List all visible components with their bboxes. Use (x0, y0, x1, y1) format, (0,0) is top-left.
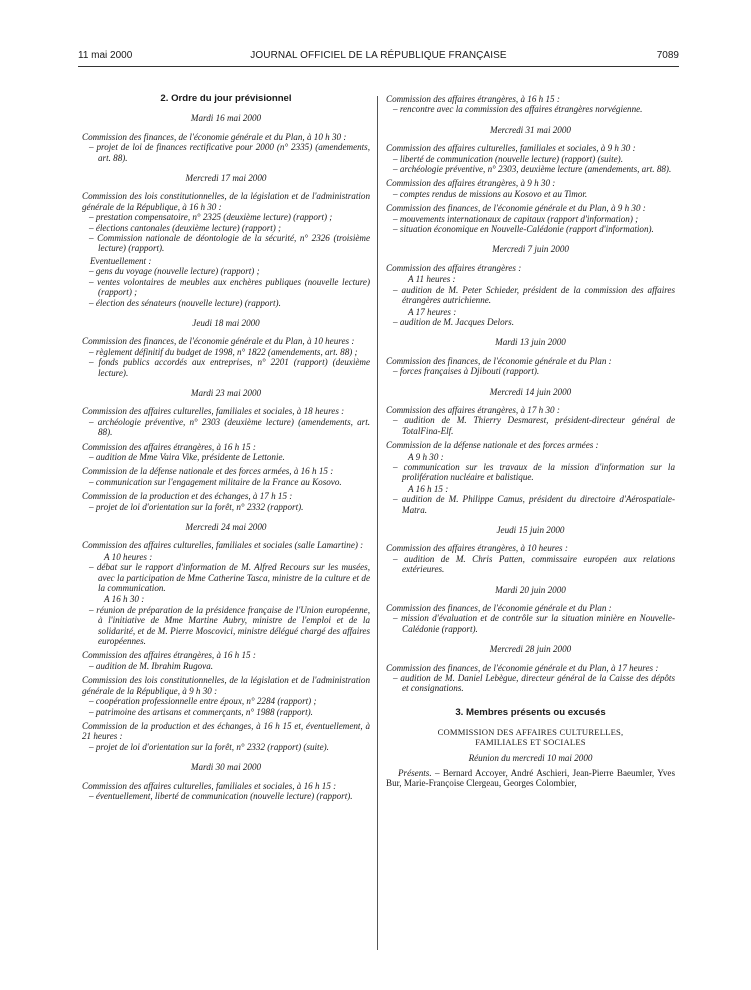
page-number: 7089 (656, 50, 679, 61)
left-column (82, 94, 370, 801)
right-column (386, 94, 675, 789)
journal-title: JOURNAL OFFICIEL DE LA RÉPUBLIQUE FRANÇAISE (250, 50, 507, 61)
date-heading: Mardi 16 mai 2000 (190, 113, 262, 124)
commission-heading: Commission de la production et des échanges, à 16 h 15 et, éventuellement, à 21 heures : (82, 720, 370, 742)
header-date: 11 mai 2000 (78, 50, 133, 61)
agenda-item: – audition de M. Peter Schieder, président de la commission des affaires étrangères autrichienne. (393, 284, 675, 306)
time-subheading: A 16 h 15 : (408, 483, 449, 494)
agenda-item: – mission d'évaluation et de contrôle sur la situation minière en Nouvelle-Calédonie (rapport). (393, 613, 675, 634)
agenda-item: – réunion de préparation de la présidence française de l'Union européenne, à l'initiative de Mme Martine Aubry, ministre de l'emploi et de la solidarité, et de M. Pierre Moscovici, ministre délégué chargé des affaires européennes. (89, 604, 370, 647)
commission-heading: Commission des affaires culturelles, familiales et sociales, à 18 heures : (82, 406, 345, 417)
time-subheading: A 17 heures : (408, 306, 457, 317)
agenda-item: – élections cantonales (deuxième lecture) (rapport) ; (89, 222, 282, 233)
agenda-item: – communication sur les travaux de la mission d'information sur la prolifération nucléaire et balistique. (393, 461, 675, 483)
page-header (78, 50, 679, 64)
agenda-item: – mouvements internationaux de capitaux (rapport d'information) ; (393, 213, 639, 224)
commission-heading: Commission des affaires étrangères, à 9 h 30 : (386, 178, 556, 189)
agenda-item: – audition de Mme Vaira Vike, présidente de Lettonie. (89, 451, 285, 462)
agenda-item: – patrimoine des artisans et commerçants, n° 1988 (rapport). (89, 706, 313, 717)
members-present (386, 768, 675, 789)
section-title-agenda: 2. Ordre du jour prévisionnel (160, 93, 292, 104)
presents-list: – Bernard Accoyer, André Aschieri, Jean-Pierre Baeumler, Yves Bur, Marie-Françoise Clergeau, Georges Colombier, (386, 767, 675, 789)
commission-heading: Commission des finances, de l'économie générale et du Plan, à 9 h 30 : (386, 203, 646, 214)
agenda-item: – audition de M. Philippe Camus, président du directoire d'Aérospatiale-Matra. (393, 494, 675, 515)
commission-heading: Commission des affaires étrangères, à 16 h 15 : (386, 94, 560, 104)
agenda-item: – projet de loi d'orientation sur la forêt, n° 2332 (rapport). (89, 501, 304, 512)
agenda-item: – Commission nationale de déontologie de la sécurité, n° 2326 (troisième lecture) (rapport). (89, 233, 370, 254)
agenda-item: – rencontre avec la commission des affaires étrangères norvégienne. (393, 104, 643, 115)
commission-heading: Commission des lois constitutionnelles, de la législation et de l'administration générale de la République, à 16 h 30 : (82, 191, 370, 212)
date-heading: Jeudi 18 mai 2000 (192, 317, 260, 328)
commission-heading: Commission des finances, de l'économie générale et du Plan, à 10 heures : (82, 336, 355, 347)
commission-heading: Commission des affaires culturelles, familiales et sociales, à 9 h 30 : (386, 143, 636, 154)
agenda-item: – audition de M. Thierry Desmarest, président-directeur général de TotalFina-Elf. (393, 415, 675, 436)
date-heading: Mercredi 17 mai 2000 (185, 173, 267, 184)
date-heading: Jeudi 15 juin 2000 (496, 525, 565, 535)
date-heading: Mercredi 14 juin 2000 (489, 386, 572, 397)
commission-heading: Commission des affaires étrangères, à 10 heures : (386, 543, 568, 554)
agenda-item: – archéologie préventive, n° 2303, deuxième lecture (amendements, art. 88). (393, 164, 672, 175)
agenda-item: – débat sur le rapport d'information de M. Alfred Recours sur les musées, avec la participation de Mme Catherine Tasca, ministre de la culture et de la communication. (89, 562, 370, 594)
commission-heading: Commission des affaires culturelles, familiales et sociales, à 16 h 15 : (82, 780, 337, 791)
agenda-item: – projet de loi d'orientation sur la forêt, n° 2332 (rapport) (suite). (89, 741, 329, 752)
meeting-heading: Réunion du mercredi 10 mai 2000 (468, 753, 593, 764)
date-heading: Mardi 30 mai 2000 (190, 762, 262, 773)
commission-name-line: FAMILIALES ET SOCIALES (475, 737, 586, 748)
agenda-item: – comptes rendus de missions au Kosovo et au Timor. (393, 188, 588, 199)
agenda-item: – gens du voyage (nouvelle lecture) (rapport) ; (89, 266, 260, 277)
commission-heading: Commission des affaires étrangères, à 17 h 30 : (386, 404, 560, 415)
time-subheading: A 16 h 30 : (104, 594, 145, 605)
commission-heading: Commission des finances, de l'économie générale et du Plan : (386, 355, 612, 366)
date-heading: Mercredi 7 juin 2000 (492, 244, 569, 255)
commission-heading: Commission des finances, de l'économie générale et du Plan : (386, 603, 612, 614)
agenda-item: – audition de M. Jacques Delors. (393, 316, 514, 327)
agenda-item: – archéologie préventive, n° 2303 (deuxième lecture) (amendements, art. 88). (89, 416, 370, 438)
presents-label: Présents. (398, 767, 432, 778)
agenda-item: – projet de loi de finances rectificative pour 2000 (n° 2335) (amendements, art. 88). (89, 142, 370, 163)
commission-heading: Commission des finances, de l'économie générale et du Plan, à 10 h 30 : (82, 131, 347, 142)
time-subheading: A 10 heures : (104, 551, 153, 562)
agenda-item: – prestation compensatoire, n° 2325 (deuxième lecture) (rapport) ; (89, 212, 333, 223)
column-divider (377, 96, 378, 950)
agenda-item: – coopération professionnelle entre époux, n° 2284 (rapport) ; (89, 696, 317, 707)
date-heading: Mercredi 24 mai 2000 (185, 522, 267, 532)
commission-heading: Commission de la défense nationale et des forces armées, à 16 h 15 : (82, 466, 334, 477)
agenda-item: – communication sur l'engagement militaire de la France au Kosovo. (89, 476, 342, 487)
agenda-item: – ventes volontaires de meubles aux enchères publiques (nouvelle lecture) (rapport) ; (89, 276, 370, 298)
agenda-item: – liberté de communication (nouvelle lecture) (rapport) (suite). (393, 153, 623, 164)
agenda-item: – élection des sénateurs (nouvelle lecture) (rapport). (89, 297, 281, 308)
date-heading: Mercredi 28 juin 2000 (489, 644, 572, 655)
agenda-item: – forces françaises à Djibouti (rapport). (393, 366, 540, 377)
date-heading: Mardi 13 juin 2000 (495, 337, 566, 348)
agenda-item: – audition de M. Chris Patten, commissaire européen aux relations extérieures. (393, 553, 675, 575)
section-title-members: 3. Membres présents ou excusés (455, 706, 606, 718)
agenda-item: – audition de M. Ibrahim Rugova. (89, 660, 214, 671)
commission-heading: Commission des affaires étrangères, à 16 h 15 : (82, 441, 256, 452)
commission-heading: Commission des finances, de l'économie générale et du Plan, à 17 heures : (386, 662, 659, 673)
agenda-item: – fonds publics accordés aux entreprises, n° 2201 (rapport) (deuxième lecture). (89, 357, 370, 378)
commission-name-line: COMMISSION DES AFFAIRES CULTURELLES, (437, 727, 624, 738)
commission-heading: Commission des affaires culturelles, familiales et sociales (salle Lamartine) : (82, 540, 364, 551)
commission-heading: Eventuellement : (90, 255, 152, 266)
agenda-item: – règlement définitif du budget de 1998, n° 1822 (amendements, art. 88) ; (89, 346, 358, 357)
commission-heading: Commission des affaires étrangères : (386, 262, 522, 273)
header-rule (78, 66, 679, 67)
commission-heading: Commission de la défense nationale et des forces armées : (386, 440, 599, 451)
date-heading: Mercredi 31 mai 2000 (490, 124, 571, 135)
date-heading: Mardi 20 juin 2000 (495, 584, 566, 595)
time-subheading: A 11 heures : (408, 274, 456, 285)
agenda-item: – situation économique en Nouvelle-Calédonie (rapport d'information). (393, 224, 654, 235)
agenda-item: – éventuellement, liberté de communication (nouvelle lecture) (rapport). (89, 790, 353, 801)
commission-heading: Commission de la production et des échanges, à 17 h 15 : (82, 491, 293, 502)
time-subheading: A 9 h 30 : (408, 451, 444, 462)
date-heading: Mardi 23 mai 2000 (190, 387, 262, 398)
commission-heading: Commission des affaires étrangères, à 16 h 15 : (82, 650, 256, 661)
commission-heading: Commission des lois constitutionnelles, de la législation et de l'administration générale de la République, à 9 h 30 : (82, 675, 370, 696)
agenda-item: – audition de M. Daniel Lebègue, directeur général de la Caisse des dépôts et consignations. (393, 673, 675, 694)
